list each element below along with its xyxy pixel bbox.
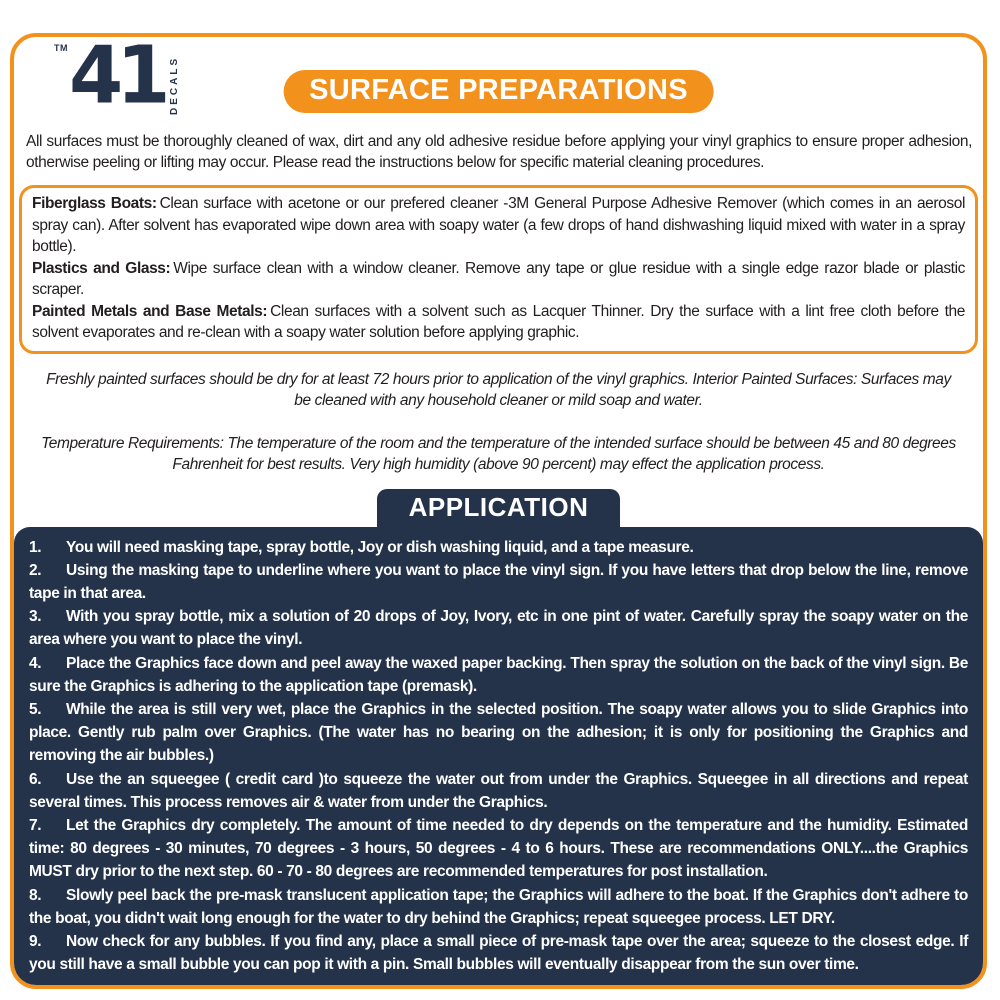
step-text: While the area is still very wet, place the Graphics in the selected position. The soapy water allows you to slide Graphics into place. Gently rub palm over Graphics. (The water has no bearing on the adhesion; it is only for positioning the Graphics and removing the air bubbles.): [29, 700, 968, 765]
material-label: Fiberglass Boats:: [32, 195, 157, 212]
step-number: 6.: [29, 770, 42, 788]
logo-41-decals: [54, 33, 180, 122]
material-instruction-plastics: [32, 258, 965, 301]
step-number: 4.: [29, 654, 42, 672]
application-title: APPLICATION: [377, 489, 621, 527]
material-label: Plastics and Glass:: [32, 259, 171, 277]
note-freshly-painted: Freshly painted surfaces should be dry for at least 72 hours prior to application of the vinyl graphics. Interior Painted Surfaces: Surfaces may be cleaned with any household cleaner or mild soap and water.: [46, 370, 951, 409]
step-text: Let the Graphics dry completely. The amount of time needed to dry depends on the temperature and the humidity. Estimated time: 80 degrees - 30 minutes, 70 degrees - 3 hours, 50 degrees - 4 to 6 hours. These are recommendations ONLY....the Graphics MUST dry prior to the next step. 60 - 70 - 80 degrees are recommended temperatures for post installation.: [29, 816, 968, 881]
application-step-9: [29, 930, 968, 976]
material-text: Clean surface with acetone or our prefered cleaner -3M General Purpose Adhesive Remover (which comes in an aerosol spray can). After solvent has evaporated wipe down area with soapy water (a few drops of hand dishwashing liquid mixed with water in a spray bottle).: [32, 195, 965, 255]
step-text: Slowly peel back the pre-mask translucent application tape; the Graphics will adhere to the boat. If the Graphics don't adhere to the boat, you didn't wait long enough for the water to dry behind the Graphics; repeat squeegee process. LET DRY.: [29, 886, 968, 927]
application-step-6: [29, 768, 968, 814]
application-step-7: [29, 814, 968, 884]
step-text: You will need masking tape, spray bottle, Joy or dish washing liquid, and a tape measure.: [66, 538, 694, 556]
step-number: 8.: [29, 886, 42, 904]
intro-paragraph: All surfaces must be thoroughly cleaned of wax, dirt and any old adhesive residue before applying your vinyl graphics to ensure proper adhesion, otherwise peeling or lifting may occur. Please read the instructions below for specific material cleaning procedures.: [26, 133, 972, 171]
application-step-2: [29, 559, 968, 605]
step-text: Using the masking tape to underline where you want to place the vinyl sign. If you have letters that drop below the line, remove tape in that area.: [29, 561, 968, 602]
surface-preparations-title: SURFACE PREPARATIONS: [283, 70, 714, 113]
logo-number: 41: [69, 33, 164, 122]
material-cleaning-box: [19, 185, 978, 354]
step-text: Now check for any bubbles. If you find any, place a small piece of pre-mask tape over the area; squeeze to the closest edge. If you still have a small bubble you can pop it with a pin. Small bubbles will eventually disappear from the sun over time.: [29, 932, 968, 974]
step-number: 5.: [29, 700, 42, 718]
step-text: Use the an squeegee ( credit card )to squeeze the water out from under the Graphics. Squeegee in all directions and repeat several times. This process removes air & water from under the Graphics.: [29, 770, 968, 811]
step-number: 9.: [29, 932, 42, 950]
step-text: With you spray bottle, mix a solution of 20 drops of Joy, Ivory, etc in one pint of water. Carefully spray the soapy water on the area where you want to place the vinyl.: [29, 608, 968, 649]
step-number: 3.: [29, 608, 42, 626]
step-number: 2.: [29, 561, 42, 579]
material-text: Clean surfaces with a solvent such as Lacquer Thinner. Dry the surface with a lint free cloth before the solvent evaporates and re-clean with a soapy water solution before applying graphic.: [32, 302, 965, 341]
trademark-symbol: TM: [54, 43, 68, 53]
header: [14, 33, 983, 129]
application-step-5: [29, 698, 968, 768]
material-instruction-painted-metals: [32, 301, 965, 344]
step-number: 7.: [29, 816, 42, 834]
instruction-sheet: [10, 33, 987, 989]
step-text: Place the Graphics face down and peel away the waxed paper backing. Then spray the solution on the back of the vinyl sign. Be sure the Graphics is adhering to the application tape (premask).: [29, 654, 968, 695]
application-steps-box: [14, 527, 983, 986]
note-temperature-requirements: Temperature Requirements: The temperature of the room and the temperature of the intended surface should be between 45 and 80 degrees Fahrenheit for best results. Very high humidity (above 90 percent) may effect the application process.: [41, 434, 956, 473]
application-step-1: [29, 536, 968, 559]
material-instruction-fiberglass: [32, 193, 965, 258]
application-step-3: [29, 605, 968, 651]
application-step-4: [29, 652, 968, 698]
material-text: Wipe surface clean with a window cleaner. Remove any tape or glue residue with a single edge razor blade or plastic scraper.: [32, 259, 965, 298]
step-number: 1.: [29, 538, 42, 556]
application-step-8: [29, 884, 968, 930]
logo-decals-vertical-text: DECALS: [168, 55, 180, 115]
material-label: Painted Metals and Base Metals:: [32, 302, 268, 320]
